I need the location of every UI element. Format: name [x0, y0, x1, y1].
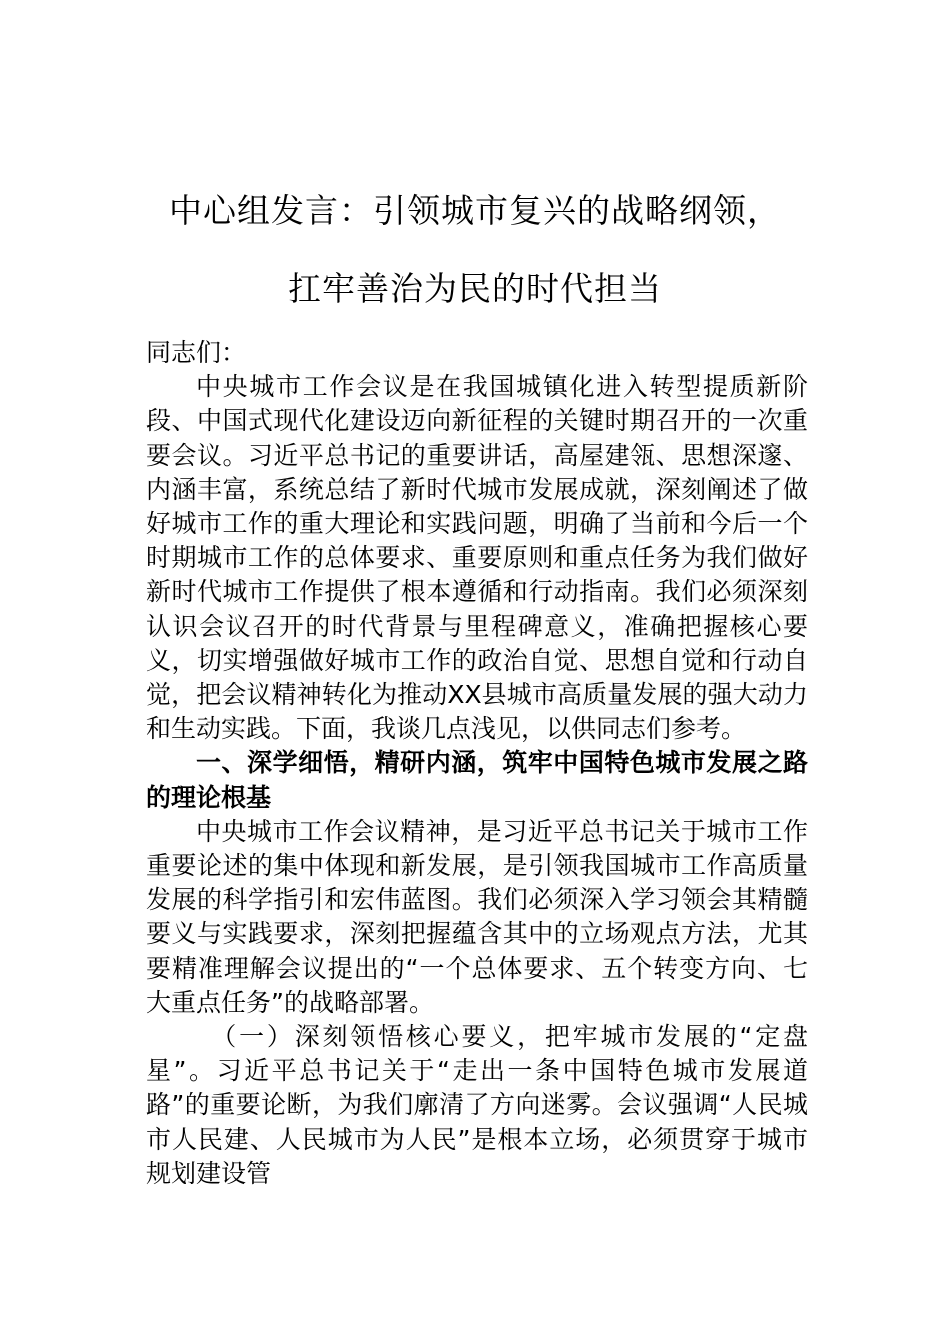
title-line-2: 扛牢善治为民的时代担当: [288, 269, 662, 308]
section-heading: 一、深学细悟，精研内涵，筑牢中国特色城市发展之路的理论根基: [146, 748, 808, 812]
sub-heading: （一）深刻领悟核心要义，把牢城市发展的“定盘星”。: [146, 1022, 808, 1086]
document-body: [146, 336, 808, 1191]
section-paragraph: 中央城市工作会议精神，是习近平总书记关于城市工作重要论述的集中体现和新发展，是引领我国城市工作高质量发展的科学指引和宏伟蓝图。我们必须深入学习领会其精髓要义与实践要求，深刻把握蕴含其中的立场观点方法，尤其要精准理解会议提出的“一个总体要求、五个转变方向、七大重点任务”的战略部署。: [146, 816, 808, 1017]
document-title: [100, 172, 850, 328]
salutation: 同志们：: [146, 338, 247, 367]
title-line-1: 中心组发言：引领城市复兴的战略纲领，: [169, 191, 781, 230]
sub-section: [146, 1020, 808, 1191]
intro-paragraph: 中央城市工作会议是在我国城镇化进入转型提质新阶段、中国式现代化建设迈向新征程的关键时期召开的一次重要会议。习近平总书记的重要讲话，高屋建瓴、思想深邃、内涵丰富，系统总结了新时代城市发展成就，深刻阐述了做好城市工作的重大理论和实践问题，明确了当前和今后一个时期城市工作的总体要求、重要原则和重点任务为我们做好新时代城市工作提供了根本遵循和行动指南。我们必须深刻认识会议召开的时代背景与里程碑意义，准确把握核心要义，切实增强做好城市工作的政治自觉、思想自觉和行动自觉，把会议精神转化为推动XX县城市高质量发展的强大动力和生动实践。下面，我谈几点浅见，以供同志们参考。: [146, 372, 808, 744]
sub-paragraph: 习近平总书记关于“走出一条中国特色城市发展道路”的重要论断，为我们廓清了方向迷雾。会议强调“人民城市人民建、人民城市为人民”是根本立场，必须贯穿于城市规划建设管: [146, 1056, 808, 1188]
